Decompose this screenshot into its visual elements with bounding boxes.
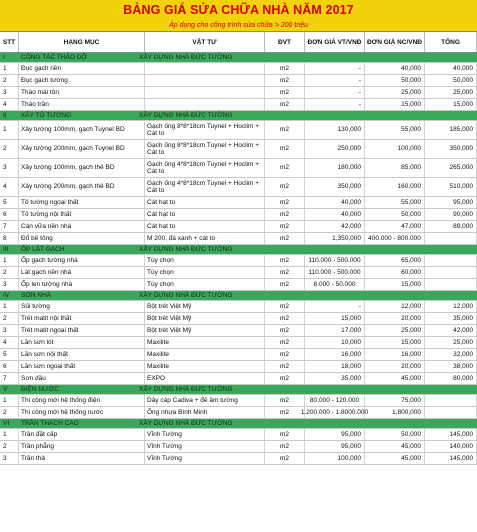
cell-don-gia-vt: 40,000	[305, 209, 365, 220]
cell-don-gia-vt: -	[305, 301, 365, 312]
cell-don-gia-vt: 180,000	[305, 159, 365, 177]
cell-tong: 50,000	[425, 75, 477, 86]
cell-stt: 3	[0, 87, 19, 98]
cell-hang-muc: Trần phẳng	[19, 441, 145, 452]
cell-tong: 15,000	[425, 99, 477, 110]
section-row	[0, 419, 477, 429]
cell-stt: 3	[0, 159, 19, 177]
table-row	[0, 255, 477, 267]
table-row	[0, 453, 477, 465]
cell-tong: 145,000	[425, 429, 477, 440]
table-row	[0, 267, 477, 279]
cell-hang-muc: Thi công mới hệ thống điện	[19, 395, 145, 406]
cell-don-gia-nc: 100,000	[365, 140, 425, 158]
cell-vat-tu: Tùy chọn	[145, 267, 265, 278]
cell-don-gia-vt: 95,000	[305, 441, 365, 452]
cell-vat-tu: Dây cáp Cadiva + đế âm tường	[145, 395, 265, 406]
cell-don-gia-nc: 75,000	[365, 395, 425, 406]
cell-vat-tu: Tùy chọn	[145, 279, 265, 290]
cell-tong: 510,000	[425, 178, 477, 196]
cell-vat-tu	[145, 75, 265, 86]
cell-stt: 3	[0, 325, 19, 336]
cell-don-gia-nc: 50,000	[365, 75, 425, 86]
section-row	[0, 111, 477, 121]
cell-don-gia-vt: 35,000	[305, 373, 365, 384]
cell-don-gia-vt: 42,000	[305, 221, 365, 232]
cell-don-gia-nc: 85,000	[365, 159, 425, 177]
cell-don-gia-nc: 160,000	[365, 178, 425, 196]
cell-vat-tu: M 200, đá xanh + cát to	[145, 233, 265, 244]
table-row	[0, 178, 477, 197]
cell-hang-muc: Sủi tường	[19, 301, 145, 312]
table-row	[0, 407, 477, 419]
cell-tong: 140,000	[425, 441, 477, 452]
table-row	[0, 121, 477, 140]
section-name: ĐIỆN NƯỚC	[19, 385, 145, 394]
cell-don-gia-nc: 12,000	[365, 301, 425, 312]
table-row	[0, 373, 477, 385]
cell-hang-muc: Xây tường 200mm, gạch Tuynel BD	[19, 140, 145, 158]
table-row	[0, 99, 477, 111]
cell-dvt: m2	[265, 395, 305, 406]
table-row	[0, 301, 477, 313]
cell-dvt: m2	[265, 313, 305, 324]
cell-dvt: m2	[265, 301, 305, 312]
cell-don-gia-vt: 95,000	[305, 429, 365, 440]
table-row	[0, 349, 477, 361]
cell-stt: 1	[0, 255, 19, 266]
cell-vat-tu: Tùy chọn	[145, 255, 265, 266]
cell-tong	[425, 407, 477, 418]
cell-don-gia-nc: 55,000	[365, 197, 425, 208]
cell-dvt: m2	[265, 325, 305, 336]
table-row	[0, 233, 477, 245]
cell-tong: 145,000	[425, 453, 477, 464]
cell-vat-tu: Cát hạt to	[145, 209, 265, 220]
cell-dvt: m2	[265, 373, 305, 384]
cell-stt: 2	[0, 140, 19, 158]
table-row	[0, 159, 477, 178]
cell-don-gia-vt: 40,000	[305, 197, 365, 208]
cell-hang-muc: Đổ bê tông	[19, 233, 145, 244]
section-number: IV	[0, 291, 19, 300]
section-name: CÔNG TÁC THÁO DỠ	[19, 53, 145, 62]
cell-tong: 38,000	[425, 361, 477, 372]
cell-stt: 2	[0, 313, 19, 324]
cell-don-gia-nc: 15,000	[365, 99, 425, 110]
section-number: II	[0, 111, 19, 120]
cell-vat-tu: Maxilite	[145, 337, 265, 348]
cell-stt: 6	[0, 361, 19, 372]
cell-don-gia-vt: 15,000	[305, 313, 365, 324]
section-name: TRẦN THẠCH CAO	[19, 419, 145, 428]
cell-dvt: m2	[265, 159, 305, 177]
cell-dvt: m2	[265, 63, 305, 74]
cell-hang-muc: Thi công mới hệ thống nước	[19, 407, 145, 418]
cell-dvt: m2	[265, 75, 305, 86]
cell-don-gia-nc: 20,000	[365, 313, 425, 324]
table-row	[0, 63, 477, 75]
cell-hang-muc: Trần thả	[19, 453, 145, 464]
cell-dvt: m2	[265, 233, 305, 244]
cell-stt: 1	[0, 121, 19, 139]
table-row	[0, 313, 477, 325]
cell-hang-muc: Trét matit ngoại thất	[19, 325, 145, 336]
cell-hang-muc: Sơn dầu	[19, 373, 145, 384]
table-row	[0, 209, 477, 221]
cell-dvt: m2	[265, 267, 305, 278]
cell-tong: 185,000	[425, 121, 477, 139]
cell-dvt: m2	[265, 337, 305, 348]
cell-vat-tu	[145, 63, 265, 74]
cell-dvt: m2	[265, 209, 305, 220]
cell-vat-tu	[145, 99, 265, 110]
cell-vat-tu: Vĩnh Tường	[145, 429, 265, 440]
cell-don-gia-nc: 45,000	[365, 453, 425, 464]
section-name: XÂY TÔ TƯỜNG	[19, 111, 145, 120]
table-row	[0, 140, 477, 159]
cell-vat-tu: Maxilite	[145, 361, 265, 372]
cell-don-gia-vt: 8.000 - 50.000	[305, 279, 365, 290]
cell-stt: 4	[0, 178, 19, 196]
cell-hang-muc: Trét matit nội thất	[19, 313, 145, 324]
cell-tong: 35,000	[425, 313, 477, 324]
cell-stt: 7	[0, 373, 19, 384]
cell-stt: 5	[0, 349, 19, 360]
cell-tong: 80,000	[425, 373, 477, 384]
cell-don-gia-vt: -	[305, 75, 365, 86]
cell-don-gia-vt: 17,000	[305, 325, 365, 336]
cell-don-gia-nc: 50,000	[365, 209, 425, 220]
cell-don-gia-nc: 40,000	[365, 63, 425, 74]
cell-hang-muc: Trần đặt cấp	[19, 429, 145, 440]
section-note: XÂY DỰNG NHÀ ĐỨC TƯỜNG	[139, 245, 233, 253]
cell-stt: 6	[0, 209, 19, 220]
cell-vat-tu: Gạch ống 4*8*18cm Tuynel + Hoclim + Cát to	[145, 178, 265, 196]
cell-hang-muc: Lát gạch nền nhà	[19, 267, 145, 278]
cell-hang-muc: Lăn sơn nội thất	[19, 349, 145, 360]
cell-dvt: m2	[265, 429, 305, 440]
cell-vat-tu: Gạch ống 8*8*18cm Tuynel + Hoclim + Cát to	[145, 140, 265, 158]
header-stt: STT	[0, 32, 19, 52]
section-note: XÂY DỰNG NHÀ ĐỨC TƯỜNG	[139, 419, 233, 427]
cell-dvt: m2	[265, 279, 305, 290]
cell-don-gia-nc: 15,000	[365, 279, 425, 290]
section-note: XÂY DỰNG NHÀ ĐỨC TƯỜNG	[139, 385, 233, 393]
table-row	[0, 197, 477, 209]
cell-don-gia-vt: 10,000	[305, 337, 365, 348]
cell-tong: 40,000	[425, 63, 477, 74]
cell-hang-muc: Lăn sơn lót	[19, 337, 145, 348]
cell-hang-muc: Xây tường 100mm, gạch thẻ BD	[19, 159, 145, 177]
table-header	[0, 31, 477, 53]
cell-dvt: m2	[265, 140, 305, 158]
section-note: XÂY DỰNG NHÀ ĐỨC TƯỜNG	[139, 53, 233, 61]
header-don-gia-vt: ĐƠN GIÁ VT/VNĐ	[305, 32, 365, 52]
cell-tong: 25,000	[425, 337, 477, 348]
cell-stt: 3	[0, 453, 19, 464]
cell-don-gia-vt: 1.200.000 - 1.8000.000	[305, 407, 365, 418]
section-number: I	[0, 53, 19, 62]
cell-stt: 2	[0, 75, 19, 86]
section-note: XÂY DỰNG NHÀ ĐỨC TƯỜNG	[139, 291, 233, 299]
cell-dvt: m2	[265, 178, 305, 196]
cell-don-gia-vt: 80.000 - 120.000	[305, 395, 365, 406]
cell-hang-muc: Cán vữa nền nhà	[19, 221, 145, 232]
cell-vat-tu: Cát hạt to	[145, 197, 265, 208]
table-row	[0, 361, 477, 373]
cell-tong: 89,000	[425, 221, 477, 232]
cell-vat-tu: Bột trét Việt Mỹ	[145, 301, 265, 312]
cell-dvt: m2	[265, 349, 305, 360]
table-row	[0, 221, 477, 233]
table-row	[0, 441, 477, 453]
cell-don-gia-nc: 55,000	[365, 121, 425, 139]
cell-hang-muc: Tô tường ngoại thất	[19, 197, 145, 208]
cell-stt: 1	[0, 395, 19, 406]
cell-tong: 42,000	[425, 325, 477, 336]
cell-dvt: m2	[265, 121, 305, 139]
cell-stt: 3	[0, 279, 19, 290]
cell-don-gia-vt: -	[305, 63, 365, 74]
table-body	[0, 53, 477, 465]
cell-tong: 265,000	[425, 159, 477, 177]
cell-vat-tu: Vĩnh Tường	[145, 453, 265, 464]
cell-hang-muc: Ốp len tường nhà	[19, 279, 145, 290]
cell-vat-tu: Vĩnh Tường	[145, 441, 265, 452]
cell-hang-muc: Xây tường 200mm, gạch thẻ BD	[19, 178, 145, 196]
cell-tong	[425, 267, 477, 278]
section-name: ỐP LÁT GẠCH	[19, 245, 145, 254]
table-row	[0, 395, 477, 407]
table-row	[0, 429, 477, 441]
section-row	[0, 245, 477, 255]
cell-hang-muc: Xây tường 100mm, gạch Tuynel BD	[19, 121, 145, 139]
cell-stt: 4	[0, 337, 19, 348]
cell-stt: 1	[0, 429, 19, 440]
cell-tong	[425, 233, 477, 244]
cell-dvt: m2	[265, 407, 305, 418]
cell-don-gia-nc: 15,000	[365, 337, 425, 348]
cell-hang-muc: Tháo trần	[19, 99, 145, 110]
section-number: III	[0, 245, 19, 254]
sheet-subtitle: Áp dụng cho công trình sửa chữa > 200 triệu	[0, 21, 477, 31]
cell-stt: 2	[0, 407, 19, 418]
cell-stt: 7	[0, 221, 19, 232]
cell-don-gia-nc: 50,000	[365, 429, 425, 440]
cell-dvt: m2	[265, 197, 305, 208]
cell-don-gia-vt: 100,000	[305, 453, 365, 464]
cell-don-gia-vt: 110.000 - 500.000	[305, 267, 365, 278]
header-tong: TỔNG	[425, 32, 477, 52]
cell-dvt: m2	[265, 255, 305, 266]
cell-stt: 5	[0, 197, 19, 208]
cell-don-gia-nc: 45,000	[365, 441, 425, 452]
cell-don-gia-nc: 45,000	[365, 373, 425, 384]
cell-stt: 4	[0, 99, 19, 110]
cell-stt: 2	[0, 267, 19, 278]
section-row	[0, 291, 477, 301]
cell-tong: 32,000	[425, 349, 477, 360]
cell-vat-tu: Cát hạt to	[145, 221, 265, 232]
header-hang-muc: HẠNG MỤC	[19, 32, 145, 52]
cell-tong: 12,000	[425, 301, 477, 312]
sheet-title: BẢNG GIÁ SỬA CHỮA NHÀ NĂM 2017	[0, 0, 477, 21]
cell-tong: 95,000	[425, 197, 477, 208]
cell-vat-tu: Bột trét Việt Mỹ	[145, 325, 265, 336]
cell-hang-muc: Tháo mái tôn	[19, 87, 145, 98]
cell-vat-tu	[145, 87, 265, 98]
cell-don-gia-nc: 16,000	[365, 349, 425, 360]
cell-vat-tu: EXPO	[145, 373, 265, 384]
header-don-gia-nc: ĐƠN GIÁ NC/VNĐ	[365, 32, 425, 52]
table-row	[0, 279, 477, 291]
cell-hang-muc: Tô tường nội thất	[19, 209, 145, 220]
cell-stt: 1	[0, 301, 19, 312]
table-row	[0, 325, 477, 337]
cell-dvt: m2	[265, 453, 305, 464]
section-number: V	[0, 385, 19, 394]
cell-stt: 1	[0, 63, 19, 74]
cell-don-gia-vt: 110.000 - 500.000	[305, 255, 365, 266]
cell-tong: 90,000	[425, 209, 477, 220]
section-number: VI	[0, 419, 19, 428]
cell-stt: 8	[0, 233, 19, 244]
cell-dvt: m2	[265, 87, 305, 98]
cell-don-gia-nc: 20,000	[365, 361, 425, 372]
table-row	[0, 75, 477, 87]
cell-dvt: m2	[265, 441, 305, 452]
cell-don-gia-nc: 400.000 - 800.000	[365, 233, 425, 244]
cell-don-gia-vt: 18,000	[305, 361, 365, 372]
cell-don-gia-nc: 25,000	[365, 325, 425, 336]
cell-vat-tu: Maxilite	[145, 349, 265, 360]
cell-don-gia-vt: -	[305, 99, 365, 110]
section-row	[0, 53, 477, 63]
section-name: SƠN NHÀ	[19, 291, 145, 300]
cell-don-gia-nc: 47,000	[365, 221, 425, 232]
section-row	[0, 385, 477, 395]
cell-hang-muc: Đục gạch nền	[19, 63, 145, 74]
table-row	[0, 87, 477, 99]
header-vat-tu: VẬT TƯ	[145, 32, 265, 52]
cell-don-gia-nc: 65,000	[365, 255, 425, 266]
cell-vat-tu: Gạch ống 4*8*18cm Tuynel + Hoclim + Cát to	[145, 159, 265, 177]
cell-vat-tu: Gạch ống 8*8*18cm Tuynel + Hoclim + Cát to	[145, 121, 265, 139]
cell-dvt: m2	[265, 99, 305, 110]
cell-don-gia-vt: 16,000	[305, 349, 365, 360]
cell-tong	[425, 395, 477, 406]
cell-hang-muc: Ốp gạch tường nhà	[19, 255, 145, 266]
cell-don-gia-vt: -	[305, 87, 365, 98]
cell-vat-tu: Bột trét Việt Mỹ	[145, 313, 265, 324]
cell-tong: 350,000	[425, 140, 477, 158]
cell-stt: 2	[0, 441, 19, 452]
cell-don-gia-nc: 60,000	[365, 267, 425, 278]
cell-hang-muc: Lăn sơn ngoại thất	[19, 361, 145, 372]
cell-tong: 25,000	[425, 87, 477, 98]
cell-don-gia-vt: 250,000	[305, 140, 365, 158]
cell-tong	[425, 279, 477, 290]
cell-don-gia-nc: 1,800,000	[365, 407, 425, 418]
cell-hang-muc: Đục gạch tường	[19, 75, 145, 86]
section-note: XÂY DỰNG NHÀ ĐỨC TƯỜNG	[139, 111, 233, 119]
cell-don-gia-vt: 350,000	[305, 178, 365, 196]
cell-don-gia-vt: 1,350,000	[305, 233, 365, 244]
cell-tong	[425, 255, 477, 266]
cell-don-gia-nc: 25,000	[365, 87, 425, 98]
table-row	[0, 337, 477, 349]
cell-don-gia-vt: 130,000	[305, 121, 365, 139]
cell-vat-tu: Ống nhựa Bình Minh	[145, 407, 265, 418]
cell-dvt: m2	[265, 221, 305, 232]
cell-dvt: m2	[265, 361, 305, 372]
header-dvt: ĐVT	[265, 32, 305, 52]
